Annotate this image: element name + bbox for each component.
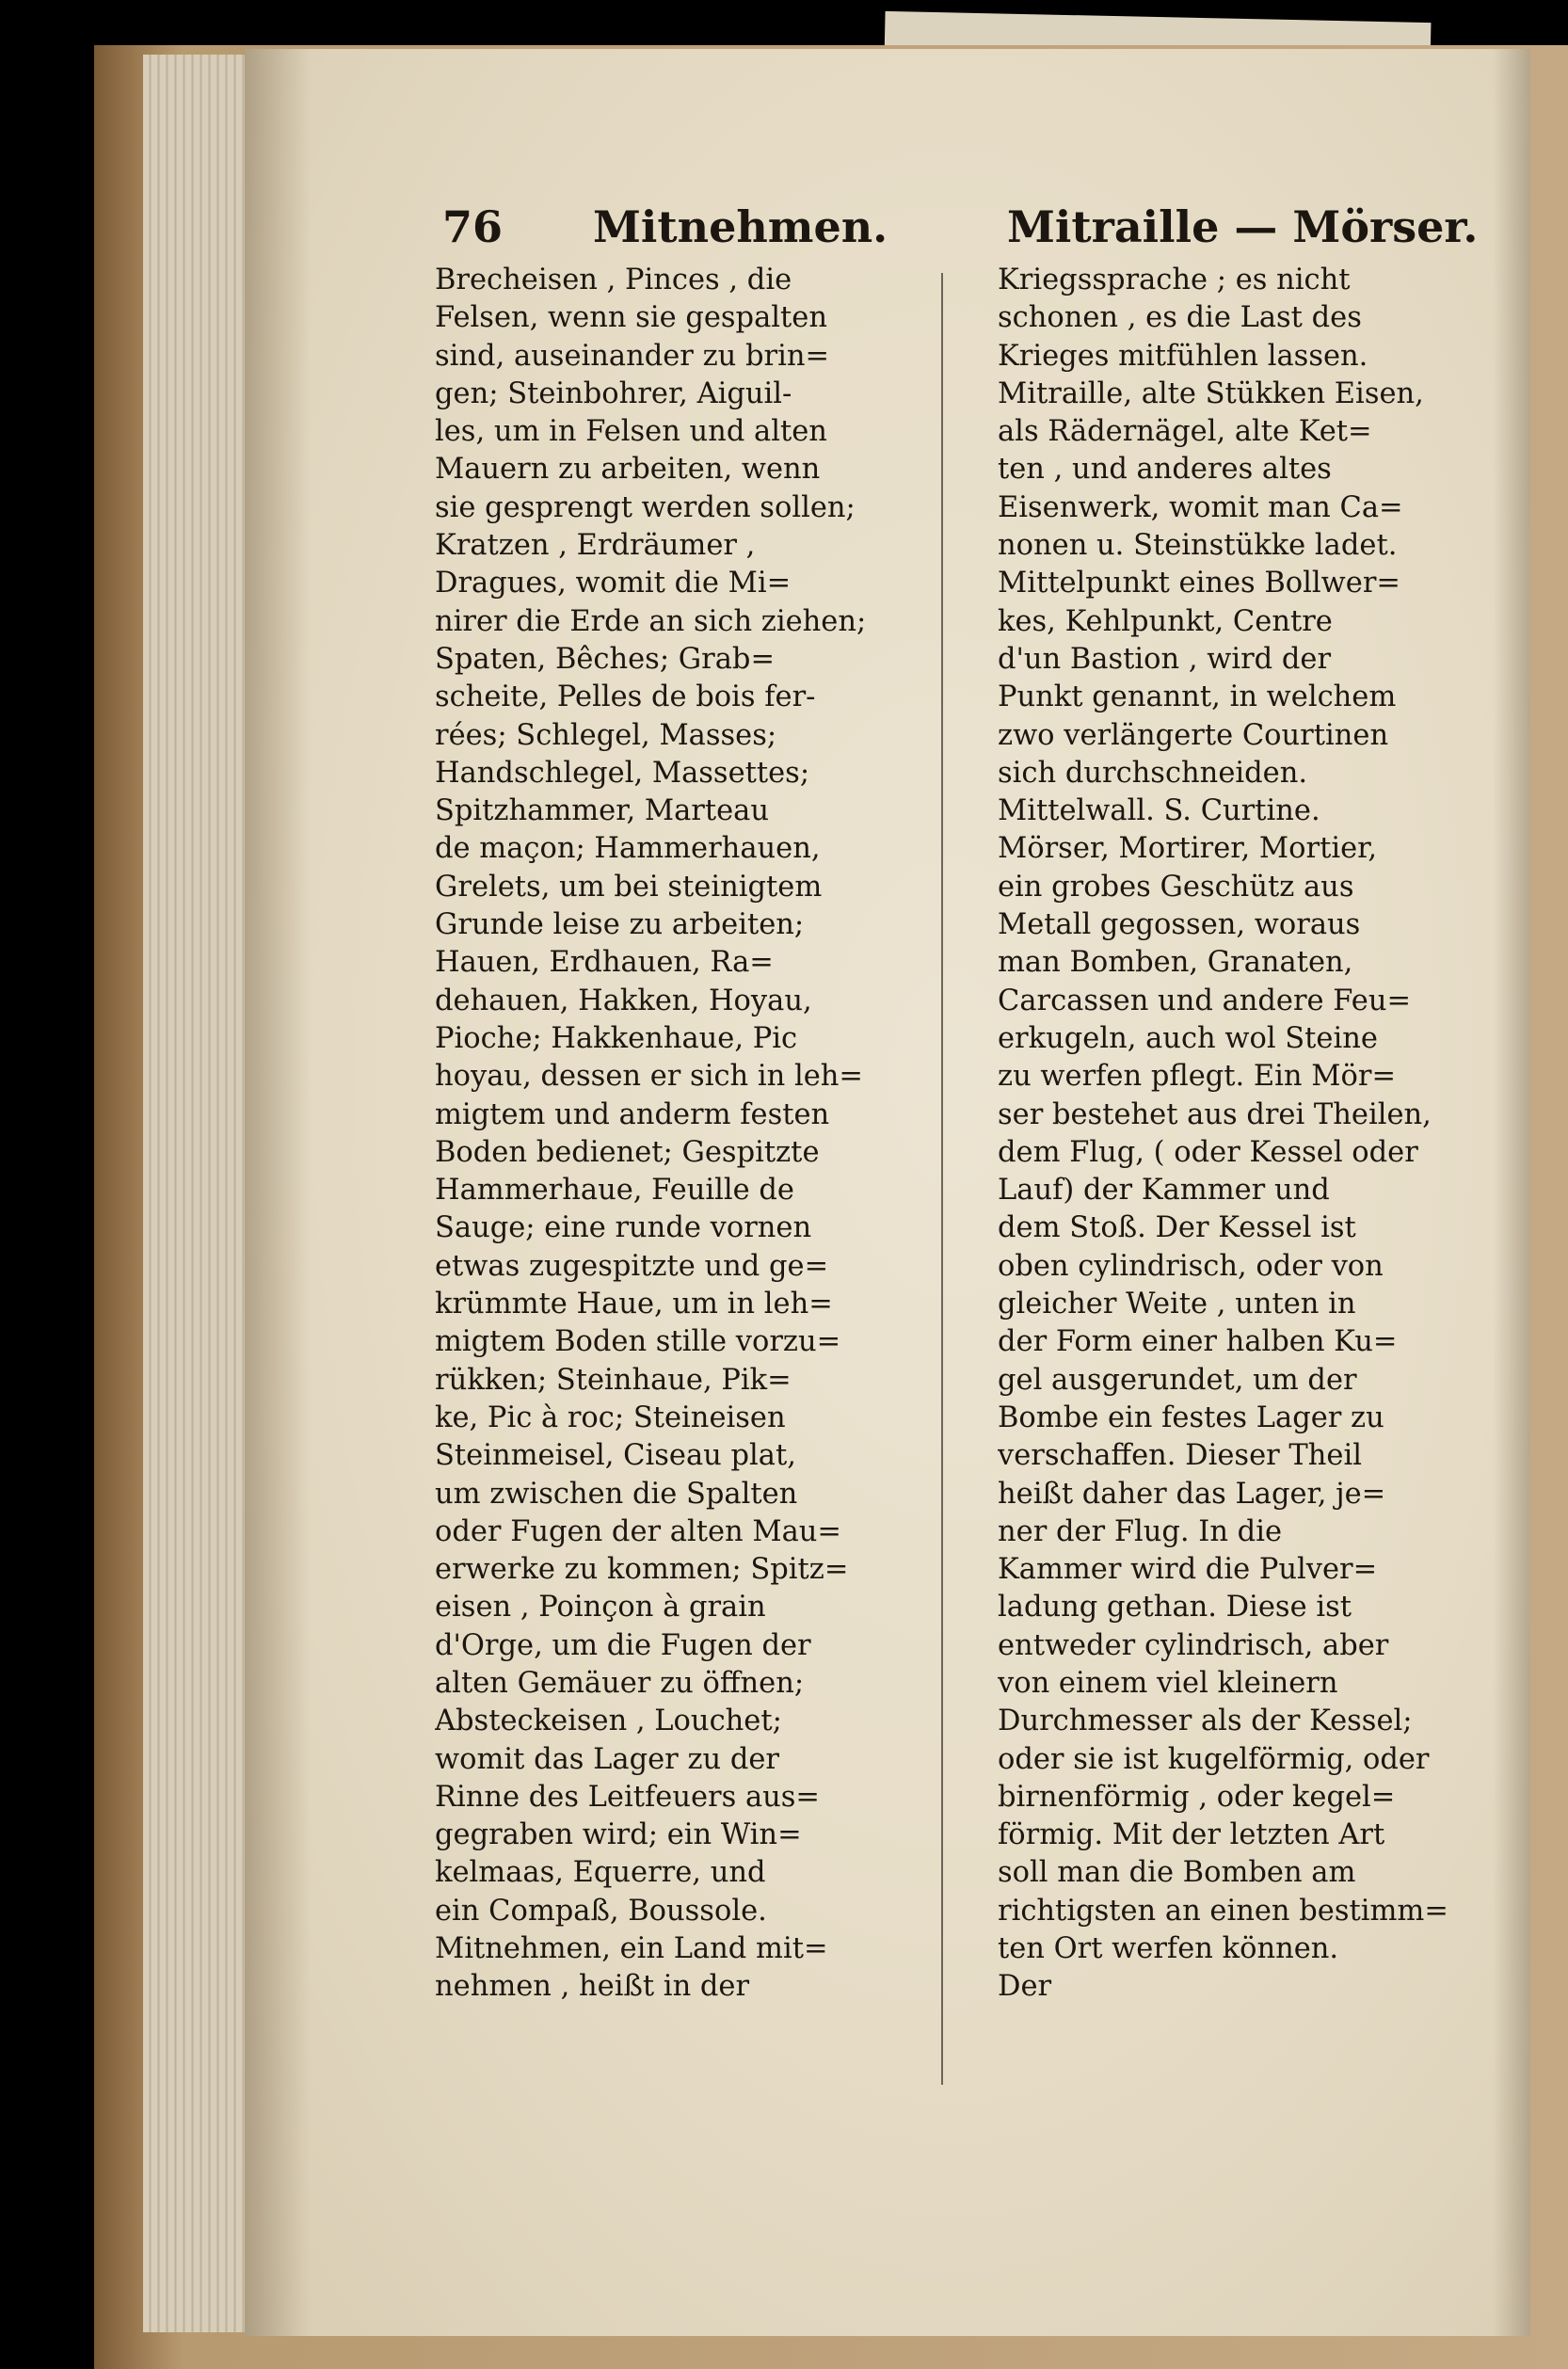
text-line: erkugeln, auch wol Steine (998, 1021, 1378, 1055)
text-line: Kammer wird die Pulver= (998, 1553, 1378, 1587)
text-line: zwo verlängerte Courtinen (998, 718, 1389, 752)
text-line: dehauen, Hakken, Hoyau, (435, 984, 812, 1017)
text-line: oben cylindrisch, oder von (998, 1249, 1384, 1283)
text-line: um zwischen die Spalten (435, 1477, 798, 1511)
text-line: sich durchschneiden. (998, 756, 1308, 790)
text-line: Mittelwall. S. Curtine. (998, 794, 1320, 828)
page-number: 76 (442, 201, 504, 252)
text-line: gen; Steinbohrer, Aiguil- (435, 376, 792, 410)
text-line: scheite, Pelles de bois fer- (435, 680, 816, 714)
text-line: Handschlegel, Massettes; (435, 756, 810, 790)
text-line: krümmte Haue, um in leh= (435, 1288, 833, 1321)
text-line: Dragues, womit die Mi= (435, 567, 792, 600)
text-line: Carcassen und andere Feu= (998, 984, 1412, 1017)
text-line: migtem Boden stille vorzu= (435, 1325, 841, 1359)
column-divider (941, 273, 943, 2085)
text-line: kes, Kehlpunkt, Centre (998, 604, 1333, 638)
text-line: richtigsten an einen bestimm= (998, 1894, 1448, 1928)
page-right-edge (1493, 49, 1530, 2336)
text-line: rées; Schlegel, Masses; (435, 718, 777, 752)
text-line: ein grobes Geschütz aus (998, 870, 1354, 904)
text-line: Mittelpunkt eines Bollwer= (998, 567, 1400, 600)
text-line: gegraben wird; ein Win= (435, 1818, 802, 1852)
text-line: nehmen , heißt in der (435, 1970, 750, 2004)
text-line: Hauen, Erdhauen, Ra= (435, 946, 774, 980)
text-line: oder Fugen der alten Mau= (435, 1514, 841, 1548)
text-line: von einem viel kleinern (998, 1666, 1338, 1700)
text-line: verschaffen. Dieser Theil (998, 1439, 1362, 1473)
text-line: Mitnehmen, ein Land mit= (435, 1932, 828, 1966)
text-line: dem Stoß. Der Kessel ist (998, 1211, 1356, 1245)
text-line: migtem und anderm festen (435, 1097, 830, 1131)
text-line: kelmaas, Equerre, und (435, 1856, 766, 1890)
right-column (998, 262, 1492, 2007)
text-line: schonen , es die Last des (998, 301, 1362, 335)
text-line: d'Orge, um die Fugen der (435, 1628, 811, 1662)
text-line: Rinne des Leitfeuers aus= (435, 1780, 820, 1814)
text-line: zu werfen pflegt. Ein Mör= (998, 1060, 1396, 1094)
text-line: Mitraille, alte Stükken Eisen, (998, 376, 1424, 410)
text-line: ladung gethan. Diese ist (998, 1591, 1352, 1625)
text-line: rükken; Steinhaue, Pik= (435, 1363, 792, 1397)
page-stack-edges (143, 55, 256, 2332)
text-line: ten , und anderes altes (998, 453, 1332, 487)
text-line: Spitzhammer, Marteau (435, 794, 769, 828)
text-line: ke, Pic à roc; Steineisen (435, 1401, 786, 1434)
text-line: Pioche; Hakkenhaue, Pic (435, 1021, 798, 1055)
text-line: Mauern zu arbeiten, wenn (435, 453, 821, 487)
text-line: Bombe ein festes Lager zu (998, 1401, 1384, 1434)
text-line: Krieges mitfühlen lassen. (998, 339, 1368, 373)
text-line: nonen u. Steinstükke ladet. (998, 529, 1398, 563)
text-line: entweder cylindrisch, aber (998, 1628, 1389, 1662)
text-line: gel ausgerundet, um der (998, 1363, 1357, 1397)
text-line: eisen , Poinçon à grain (435, 1591, 766, 1625)
text-line: alten Gemäuer zu öffnen; (435, 1666, 805, 1700)
gutter-shadow (245, 49, 311, 2336)
text-line: birnenförmig , oder kegel= (998, 1780, 1396, 1814)
text-line: Grelets, um bei steinigtem (435, 870, 823, 904)
text-line: Spaten, Bêches; Grab= (435, 642, 776, 676)
text-line: Metall gegossen, woraus (998, 908, 1361, 942)
text-line: ner der Flug. In die (998, 1514, 1283, 1548)
text-line: Lauf) der Kammer und (998, 1174, 1330, 1208)
text-line: sind, auseinander zu brin= (435, 339, 830, 373)
text-line: Sauge; eine runde vornen (435, 1211, 812, 1245)
text-line: Punkt genannt, in welchem (998, 680, 1397, 714)
left-column (435, 262, 929, 2007)
text-line: Steinmeisel, Ciseau plat, (435, 1439, 796, 1473)
text-line: heißt daher das Lager, je= (998, 1477, 1386, 1511)
text-line: gleicher Weite , unten in (998, 1288, 1356, 1321)
text-line: als Rädernägel, alte Ket= (998, 415, 1372, 449)
text-line: man Bomben, Granaten, (998, 946, 1353, 980)
text-line: les, um in Felsen und alten (435, 415, 827, 449)
text-line: Absteckeisen , Louchet; (435, 1705, 782, 1738)
text-line: dem Flug, ( oder Kessel oder (998, 1135, 1418, 1169)
text-line: Der (998, 1970, 1052, 2004)
text-line: Kratzen , Erdräumer , (435, 529, 756, 563)
text-line: ein Compaß, Boussole. (435, 1894, 767, 1928)
text-line: Boden bedienet; Gespitzte (435, 1135, 820, 1169)
text-line: Grunde leise zu arbeiten; (435, 908, 805, 942)
text-line: ten Ort werfen können. (998, 1932, 1339, 1966)
text-line: ser bestehet aus drei Theilen, (998, 1097, 1432, 1131)
text-line: womit das Lager zu der (435, 1742, 779, 1776)
running-head-left: Mitnehmen. (593, 201, 888, 252)
text-line: Mörser, Mortirer, Mortier, (998, 832, 1378, 866)
text-line: oder sie ist kugelförmig, oder (998, 1742, 1430, 1776)
text-line: erwerke zu kommen; Spitz= (435, 1553, 849, 1587)
text-line: soll man die Bomben am (998, 1856, 1356, 1890)
text-line: sie gesprengt werden sollen; (435, 490, 856, 524)
text-line: nirer die Erde an sich ziehen; (435, 604, 867, 638)
text-line: Durchmesser als der Kessel; (998, 1705, 1413, 1738)
text-line: Felsen, wenn sie gespalten (435, 301, 827, 335)
text-line: d'un Bastion , wird der (998, 642, 1332, 676)
text-line: hoyau, dessen er sich in leh= (435, 1060, 863, 1094)
text-line: etwas zugespitzte und ge= (435, 1249, 829, 1283)
running-head-right: Mitraille — Mörser. (1007, 201, 1479, 252)
text-line: Kriegssprache ; es nicht (998, 264, 1351, 296)
text-line: Brecheisen , Pinces , die (435, 264, 792, 296)
text-line: de maçon; Hammerhauen, (435, 832, 821, 866)
text-line: förmig. Mit der letzten Art (998, 1818, 1385, 1852)
text-line: Hammerhaue, Feuille de (435, 1174, 794, 1208)
text-line: der Form einer halben Ku= (998, 1325, 1398, 1359)
text-line: Eisenwerk, womit man Ca= (998, 490, 1403, 524)
